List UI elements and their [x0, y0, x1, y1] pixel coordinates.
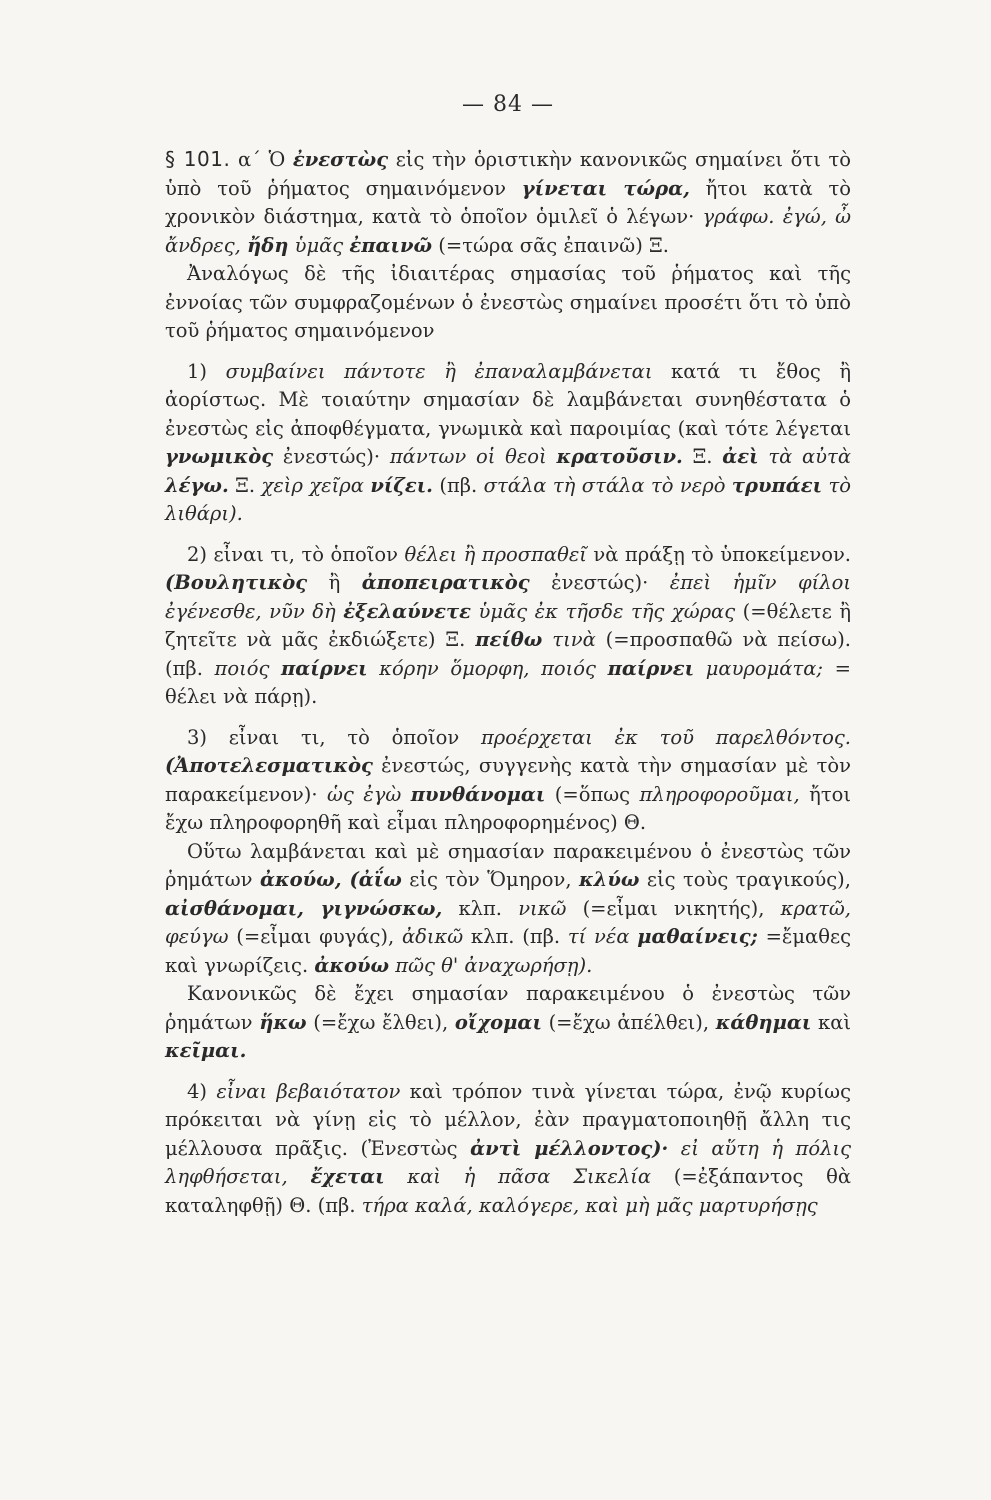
- text-run: (=εἶμαι νικητής),: [566, 896, 781, 920]
- emphasized-text: νίζει.: [370, 473, 433, 497]
- emphasized-text: ποιός: [214, 656, 270, 680]
- emphasized-text: ἤδη: [247, 233, 289, 257]
- emphasized-text: ἀκούω: [314, 953, 390, 977]
- emphasized-text: τὰ αὐτὰ: [768, 445, 851, 468]
- emphasized-text: τί νέα: [567, 925, 630, 948]
- text-run: ἢ: [307, 571, 362, 594]
- emphasized-text: τινὰ: [552, 628, 596, 651]
- emphasized-text: μαθαίνεις;: [637, 925, 758, 948]
- emphasized-text: καὶ ἡ πᾶσα Σικελία: [407, 1165, 652, 1188]
- text-run: [288, 1165, 311, 1188]
- emphasized-text: στάλα τὴ στάλα τὸ νερὸ: [483, 473, 726, 497]
- text-run: [694, 657, 706, 680]
- text-run: (=τώρα σᾶς ἐπαινῶ) Ξ.: [432, 233, 669, 257]
- emphasized-text: συμβαίνει πάντοτε ἢ ἐπαναλαμβάνεται: [225, 359, 653, 383]
- text-run: ἤτοι κατὰ τὸ χρονικὸν διάστημα, κατὰ τὸ ὁποῖον ὁμιλεῖ ὁ λέγων·: [165, 176, 851, 228]
- text-run: [471, 600, 479, 623]
- text-run: (=θέλετε ἢ ζητεῖτε νὰ μᾶς ἐκδιώξετε) Ξ.: [165, 599, 852, 651]
- emphasized-text: πῶς θ' ἀναχωρήσῃ).: [395, 953, 593, 977]
- emphasized-text: τὸ λιθάρι).: [165, 473, 852, 525]
- emphasized-text: νικῶ: [518, 896, 567, 920]
- emphasized-text: ἐπαινῶ: [349, 233, 433, 257]
- text-run: Οὕτω λαμβάνεται καὶ μὲ σημασίαν παρακειμένου ὁ ἐνεστὼς τῶν ῥημάτων: [165, 839, 851, 891]
- emphasized-text: ἐνεστὼς: [292, 148, 389, 171]
- emphasized-text: ὑμᾶς: [294, 233, 344, 257]
- text-run: νὰ πράξῃ τὸ ὑποκείμενον.: [586, 542, 852, 566]
- text-run: [368, 657, 380, 680]
- emphasized-text: (Βουλητικὸς: [165, 571, 308, 594]
- text-run: καὶ: [811, 1010, 852, 1034]
- text-run: [596, 657, 608, 680]
- text-run: εἰς τοὺς τραγικούς),: [639, 868, 851, 891]
- paragraph: [165, 260, 851, 346]
- text-run: (=ἔχω ἀπέλθει),: [541, 1010, 716, 1034]
- text-run: [668, 1137, 680, 1160]
- text-run: κατά τι ἔθος ἢ ἀορίστως. Μὲ τοιαύτην σημασίαν δὲ λαμβάνεται συνηθέστατα ὁ ἐνεστὼς εἰς ἀποφθέγματα, γνωμικὰ καὶ παροιμίας (καὶ τότε λέγεται: [165, 359, 852, 440]
- emphasized-text: γράφω. ἐγώ, ὦ ἄνδρες,: [165, 205, 851, 257]
- emphasized-text: παίρνει: [281, 656, 368, 680]
- text-run: = θέλει νὰ πάρῃ).: [165, 656, 851, 708]
- text-run: (=ὅπως: [545, 782, 640, 806]
- text-run: 2) εἶναι τι, τὸ ὁποῖον: [187, 542, 405, 566]
- paragraph: [165, 838, 851, 981]
- paragraph: [165, 145, 851, 260]
- text-run: [542, 628, 552, 651]
- emphasized-text: ἀντὶ μέλλοντος)·: [470, 1136, 669, 1160]
- emphasized-text: κρατοῦσιν.: [556, 445, 683, 468]
- text-run: ἐνεστώς, συγγενὴς κατὰ τὴν σημασίαν μὲ τὸν παρακείμενον)·: [165, 754, 851, 806]
- text-run: εἰς τὸν Ὅμηρον,: [401, 868, 580, 891]
- emphasized-text: ὑμᾶς ἐκ τῆσδε τῆς χώρας: [478, 599, 736, 623]
- emphasized-text: τήρα καλά, καλόγερε, καὶ μὴ μᾶς μαρτυρήσῃς: [361, 1193, 818, 1217]
- emphasized-text: ἥκω: [259, 1010, 307, 1034]
- text-run: (=ἐξάπαντος θὰ καταληφθῇ) Θ. (πβ.: [165, 1165, 852, 1217]
- emphasized-text: ἔχεται: [310, 1165, 385, 1188]
- text-run: [385, 1165, 408, 1188]
- emphasized-text: προέρχεται ἐκ τοῦ παρελθόντος.: [480, 725, 852, 749]
- emphasized-text: εἶναι βεβαιότατον: [216, 1079, 401, 1103]
- emphasized-text: κρατῶ, φεύγω: [165, 896, 851, 948]
- emphasized-text: κόρην ὅμορφη, ποιός: [379, 656, 596, 680]
- text-run: Ἀναλόγως δὲ τῆς ἰδιαιτέρας σημασίας τοῦ ῥήματος καὶ τῆς ἐννοίας τῶν συμφραζομένων ὁ ἐνεστὼς σημαίνει προσέτι ὅτι τὸ ὑπὸ τοῦ ῥήματος σημαινόμενον: [165, 262, 851, 342]
- paragraph: [165, 358, 851, 529]
- text-run: Ὁ: [268, 148, 293, 171]
- text-run: κλπ.: [442, 896, 519, 920]
- emphasized-text: κάθημαι: [715, 1010, 812, 1034]
- emphasized-text: αἰσθάνομαι, γιγνώσκω,: [165, 896, 443, 920]
- page-number: — 84 —: [462, 92, 554, 117]
- emphasized-text: ἐπεὶ ἡμῖν φίλοι ἐγένεσθε, νῦν δὴ: [165, 571, 851, 623]
- emphasized-text: χεὶρ χεῖρα: [261, 473, 364, 497]
- text-run: Κανονικῶς δὲ ἔχει σημασίαν παρακειμένου ὁ ἐνεστὼς τῶν ῥημάτων: [165, 982, 851, 1034]
- text-run: 3) εἶναι τι, τὸ ὁποῖον: [187, 725, 481, 749]
- text-run: [547, 445, 557, 468]
- emphasized-text: ὡς ἐγὼ: [327, 782, 402, 806]
- paragraph: [165, 980, 851, 1066]
- text-run: =ἔμαθες καὶ γνωρίζεις.: [165, 925, 851, 977]
- text-run: Ξ.: [682, 445, 723, 468]
- body-text: [165, 145, 851, 1220]
- text-run: κλπ. (πβ.: [463, 925, 568, 948]
- emphasized-text: παίρνει: [607, 656, 695, 680]
- text-run: εἰς τὴν ὁριστικὴν κανονικῶς σημαίνει ὅτι τὸ ὑπὸ τοῦ ῥήματος σημαινόμενον: [165, 148, 851, 200]
- emphasized-text: κλύω: [579, 868, 640, 891]
- emphasized-text: θέλει ἢ προσπαθεῖ: [404, 542, 587, 566]
- emphasized-text: ἀεὶ: [722, 445, 759, 468]
- emphasized-text: εἰ αὕτη ἡ πόλις ληφθήσεται,: [165, 1136, 851, 1188]
- text-run: Ξ.: [228, 473, 262, 497]
- emphasized-text: ἐξελαύνετε: [343, 599, 472, 623]
- text-run: (=προσπαθῶ νὰ πείσω). (πβ.: [165, 628, 852, 680]
- emphasized-text: κεῖμαι.: [165, 1039, 247, 1062]
- text-run: καὶ τρόπον τινὰ γίνεται τώρα, ἐνῷ κυρίως πρόκειται νὰ γίνῃ εἰς τὸ μέλλον, ἐὰν πραγματοποιηθῇ ἄλλη τις μέλλουσα πρᾶξις. (Ἐνεστὼς: [165, 1079, 851, 1160]
- emphasized-text: μαυρομάτα;: [705, 656, 824, 680]
- emphasized-text: πείθω: [475, 628, 543, 651]
- text-run: [401, 783, 410, 806]
- paragraph: [165, 541, 851, 712]
- emphasized-text: ἀποπειρατικὸς: [361, 571, 530, 594]
- emphasized-text: γίνεται τώρα,: [521, 176, 690, 200]
- emphasized-text: ἀδικῶ: [401, 925, 464, 948]
- emphasized-text: πληροφοροῦμαι,: [639, 782, 800, 806]
- emphasized-text: πάντων οἱ θεοὶ: [389, 445, 547, 468]
- text-run: α΄: [230, 148, 269, 171]
- text-run: [759, 445, 769, 468]
- paragraph: [165, 1078, 851, 1221]
- text-run: ἤτοι ἔχω πληροφορηθῆ καὶ εἶμαι πληροφορημένος) Θ.: [165, 782, 852, 834]
- text-run: (=ἔχω ἔλθει),: [306, 1010, 455, 1034]
- emphasized-text: ἀκούω, (ἀΐω: [259, 868, 402, 891]
- emphasized-text: (Ἀποτελεσματικὸς: [165, 754, 373, 777]
- section-number: § 101.: [165, 147, 231, 171]
- text-run: (=εἶμαι φυγάς),: [228, 925, 402, 948]
- emphasized-text: οἴχομαι: [454, 1010, 542, 1034]
- text-run: ἐνεστώς)·: [529, 571, 670, 594]
- text-run: 4): [187, 1079, 217, 1103]
- emphasized-text: γνωμικὸς: [165, 445, 274, 468]
- text-run: (πβ.: [432, 473, 484, 497]
- emphasized-text: λέγω.: [165, 473, 229, 497]
- text-run: [269, 657, 281, 680]
- text-run: ἐνεστώς)·: [273, 445, 390, 468]
- emphasized-text: πυνθάνομαι: [410, 782, 546, 806]
- text-run: 1): [187, 359, 226, 383]
- paragraph: [165, 724, 851, 838]
- emphasized-text: τρυπάει: [731, 473, 823, 497]
